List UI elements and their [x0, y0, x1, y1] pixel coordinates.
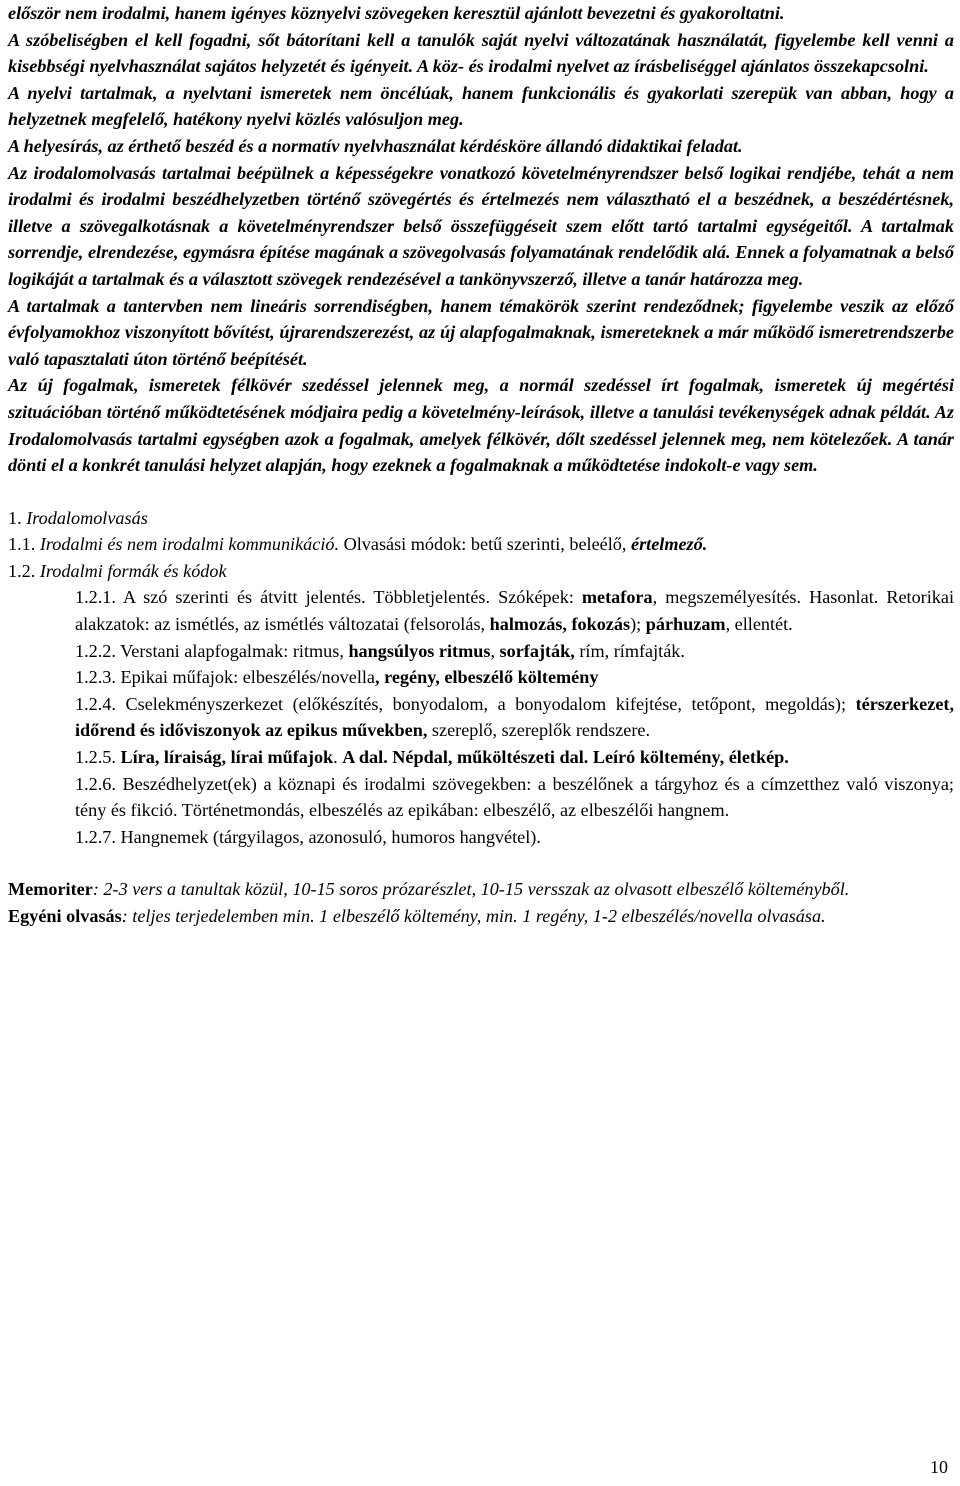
note-label: Egyéni olvasás: [8, 906, 122, 926]
individual-reading-note: [8, 903, 954, 930]
text-run: metafora: [581, 587, 653, 608]
paragraph: Az új fogalmak, ismeretek félkövér szedéssel jelennek meg, a normál szedéssel írt fogalmak, ismeretek új megértési szituációban történő működtetésének módjaira pedig a követelmény-leírások, illetve a tanulási tevékenységek adnak példát. Az Irodalomolvasás tartalmi egységben azok a fogalmak, amelyek félkövér, dőlt szedéssel jelennek meg, nem kötelezőek. A tanár dönti el a konkrét tanulási helyzet alapján, hogy ezeknek a fogalmaknak a működtetése indokolt-e vagy sem.: [8, 375, 954, 476]
heading-number: 1.: [8, 507, 22, 528]
paragraph: először nem irodalmi, hanem igényes köznyelvi szövegeken keresztül ajánlott bevezetni és gyakoroltatni.: [8, 3, 785, 23]
outline-item-1-2-1: [8, 584, 954, 637]
outline-item-1-2-6: 1.2.6. Beszédhelyzet(ek) a köznapi és irodalmi szövegekben: a beszélőnek a tárgyhoz és a címzetthez való viszonya; tény és fikció. Történetmondás, elbeszélés az epikában: elbeszélő, az elbeszélői hangnem.: [75, 773, 954, 821]
text-run: 1.2.3. Epikai műfajok: elbeszélés/novella: [75, 667, 376, 688]
text-run: sorfajták,: [499, 640, 575, 661]
heading-text: Irodalmi formák és kódok: [39, 560, 227, 581]
text-run: 1.2.1. A szó szerinti és átvitt jelentés. Többletjelentés. Szóképek:: [75, 587, 582, 608]
outline-item-1-2-7: 1.2.7. Hangnemek (tárgyilagos, azonosuló, humoros hangvétel).: [75, 826, 541, 847]
text-run: térszerkezet, időrend és időviszonyok az epikus művekben,: [75, 693, 954, 741]
outline-heading-1: [8, 505, 954, 532]
text-run: A köz- és irodalmi nyelvet az írásbeliséggel ajánlatos összekapcsolni.: [417, 56, 929, 77]
text-run: rím, rímfajták.: [574, 640, 685, 661]
heading-text: Irodalomolvasás: [26, 507, 148, 528]
paragraph: Az irodalomolvasás tartalmai beépülnek a képességekre vonatkozó követelményrendszer belső logikai rendjébe, tehát a nem irodalmi és irodalmi beszédhelyzetben történő szövegértés és értelmezés nem választható el a beszédnek, a beszédértésnek, illetve a szövegalkotásnak a követelményrendszer belső összefüggéseit szem előtt tartó tartalmi egységeitől. A tartalmak sorrendje, elrendezése, egymásra építése magának a szövegolvasás folyamatának rendelődik alá. Ennek a folyamatnak a belső logikáját a tartalmak és a választott szövegek rendezésével a tankönyvszerző, illetve a tanár határozza meg.: [8, 162, 954, 289]
paragraph: A nyelvi tartalmak, a nyelvtani ismeretek nem öncélúak, hanem funkcionális és gyakorlati szerepük van abban, hogy a helyzetnek megfelelő, hatékony nyelvi közlés valósuljon meg.: [8, 82, 954, 130]
heading-text: Irodalmi és nem irodalmi kommunikáció.: [39, 534, 340, 555]
heading-number: 1.2.: [8, 560, 36, 581]
text-run: 1.2.5.: [75, 747, 121, 768]
memoriter-note: [8, 876, 954, 903]
text-run: , megszemélyesítés. Hasonlat. Retorikai alakzatok: az ismétlés, az ismétlés változatai (felsorolás,: [75, 587, 955, 635]
text-run: értelmező.: [631, 534, 708, 555]
note-text: : teljes terjedelemben min. 1 elbeszélő költemény, min. 1 regény, 1-2 elbeszélés/novella olvasása.: [121, 906, 826, 926]
text-run: 1.2.2. Verstani alapfogalmak: ritmus,: [75, 640, 349, 661]
text-run: A dal. Népdal, műköltészeti dal. Leíró költemény, életkép.: [342, 747, 789, 768]
text-run: halmozás, fokozás: [489, 614, 631, 635]
page-number: 10: [930, 1457, 948, 1477]
outline-heading-1-1: [8, 531, 954, 558]
text-run: A szóbeliségben el kell fogadni, sőt bátorítani kell a tanulók saját nyelvi változatának használatát, figyelembe kell venni a kisebbségi nyelvhasználat sajátos helyzetét és igényeit.: [8, 29, 954, 77]
text-run: ,: [490, 640, 500, 661]
heading-number: 1.1.: [8, 534, 36, 555]
text-run: párhuzam: [645, 614, 726, 635]
outline-item-1-2-2: [8, 638, 954, 665]
outline-item-1-2-3: [8, 664, 954, 691]
paragraph: [8, 27, 954, 80]
text-run: Líra, líraiság, lírai műfajok: [120, 747, 334, 768]
spacer: [8, 479, 954, 505]
paragraph: A tartalmak a tantervben nem lineáris sorrendiségben, hanem témakörök szerint rendeződnek; figyelembe veszik az előző évfolyamokhoz viszonyított bővítést, újrarendszerezést, az új alapfogalmaknak, ismereteknek a már működő ismeretrendszerbe való tapasztalati úton történő beépítését.: [8, 295, 954, 369]
outline-item-1-2-4: [8, 691, 954, 744]
outline-item-1-2-5: [8, 744, 954, 771]
note-text: : 2-3 vers a tanultak közül, 10-15 soros prózarészlet, 10-15 versszak az olvasott elbeszélő költeményből.: [92, 879, 850, 900]
text-run: szereplő, szereplők rendszere.: [427, 720, 651, 741]
text-run: 1.2.4. Cselekményszerkezet (előkészítés, bonyodalom, a bonyodalom kifejtése, tetőpont, megoldás);: [75, 693, 856, 714]
text-run: );: [630, 614, 646, 635]
document-page: [8, 0, 954, 930]
text-run: Olvasási módok: betű szerinti, beleélő,: [339, 534, 631, 555]
outline-heading-1-2: [8, 558, 954, 585]
text-run: , regény, elbeszélő költemény: [375, 667, 599, 688]
spacer: [8, 850, 954, 876]
paragraph: A helyesírás, az érthető beszéd és a normatív nyelvhasználat kérdésköre állandó didaktikai feladat.: [8, 135, 743, 156]
text-run: , ellentét.: [725, 614, 793, 635]
note-label: Memoriter: [8, 879, 93, 900]
text-run: hangsúlyos ritmus: [348, 640, 491, 661]
text-run: .: [333, 747, 343, 768]
